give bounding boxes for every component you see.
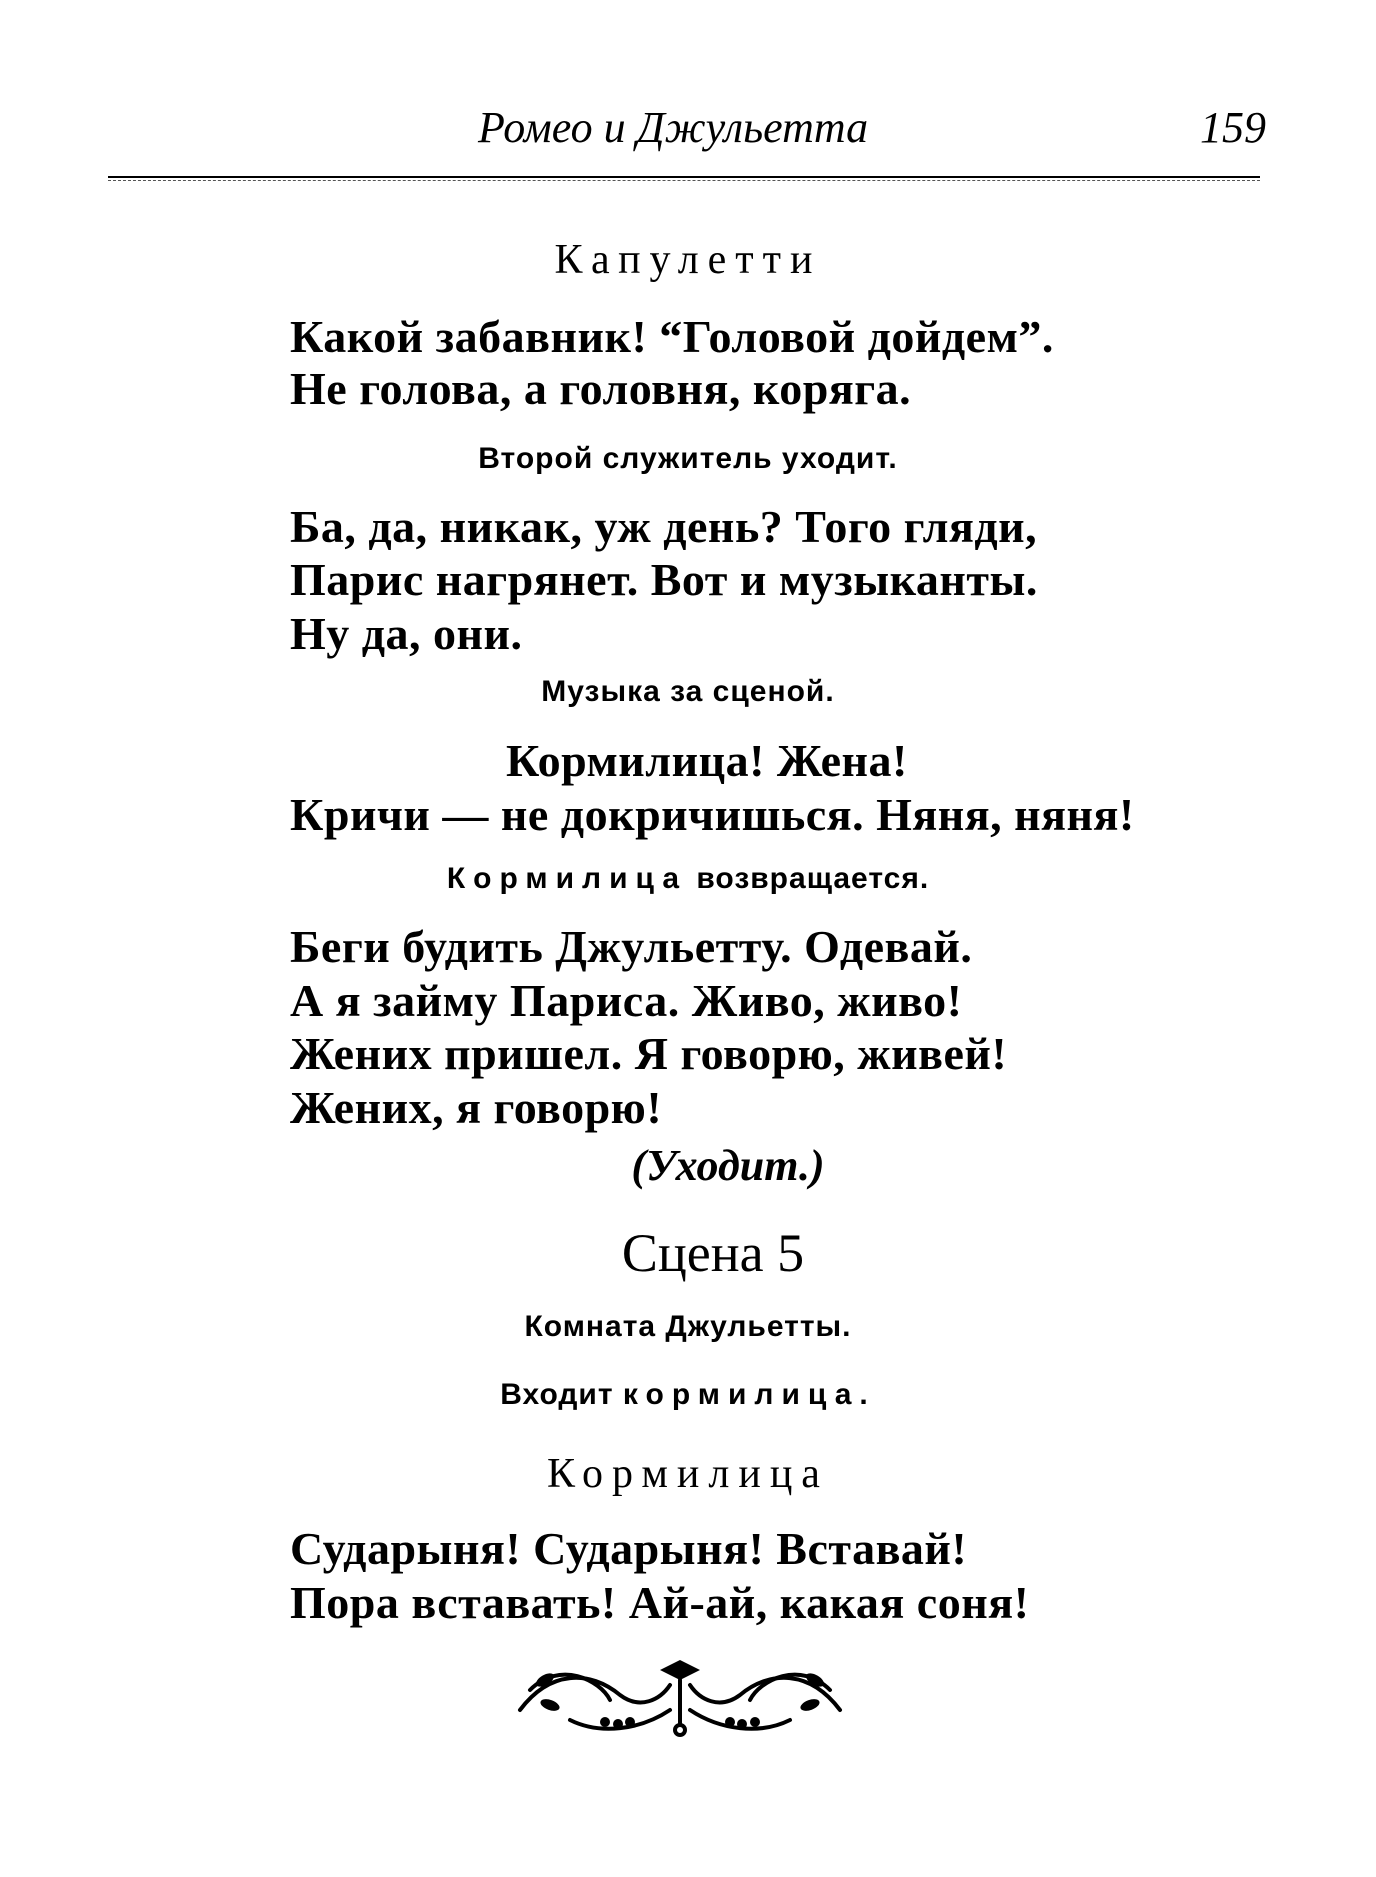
verse-line: Какой забавник! “Головой дойдем”.	[290, 311, 1054, 362]
verse-line: Беги будить Джульетту. Одевай.	[290, 921, 973, 972]
stage-direction	[0, 862, 1376, 896]
verse-line: Не голова, а головня, коряга.	[290, 363, 912, 414]
stage-direction: Музыка за сценой.	[541, 675, 835, 708]
exit-direction: (Уходит.)	[631, 1141, 825, 1190]
scene-setting: Комната Джульетты.	[524, 1310, 852, 1343]
verse-line: Пора вставать! Ай-ай, какая соня!	[290, 1577, 1030, 1628]
header-rule	[108, 176, 1260, 178]
floral-ornament-icon	[510, 1650, 850, 1740]
verse-line: Парис нагрянет. Вот и музыканты.	[290, 554, 1038, 605]
stage-character-name: Кормилица	[446, 862, 688, 895]
verse-line: Кормилица! Жена!	[506, 735, 908, 786]
verse-line: Ба, да, никак, уж день? Того гляди,	[290, 501, 1038, 552]
scene-title: Сцена 5	[621, 1223, 805, 1283]
verse-line: Жених, я говорю!	[290, 1082, 663, 1133]
speaker-capulet: Капулетти	[554, 237, 822, 283]
verse-line: Жених пришел. Я говорю, живей!	[290, 1028, 1008, 1079]
verse-line: Ну да, они.	[290, 608, 523, 659]
running-header-title: Ромео и Джульетта	[478, 103, 869, 152]
stage-action: возвращается.	[687, 862, 930, 895]
header-rule-thin	[108, 180, 1260, 181]
speaker-nurse: Кормилица	[547, 1451, 829, 1497]
stage-character-name: кормилица.	[622, 1378, 876, 1411]
verse-line: А я займу Париса. Живо, живо!	[290, 975, 963, 1026]
page-number: 159	[1200, 103, 1266, 152]
verse-line: Кричи — не докричишься. Няня, няня!	[290, 789, 1135, 840]
verse-line: Сударыня! Сударыня! Вставай!	[290, 1523, 968, 1574]
stage-action: Входит	[500, 1378, 623, 1411]
stage-direction	[0, 1378, 1376, 1412]
stage-direction: Второй служитель уходит.	[478, 442, 898, 475]
